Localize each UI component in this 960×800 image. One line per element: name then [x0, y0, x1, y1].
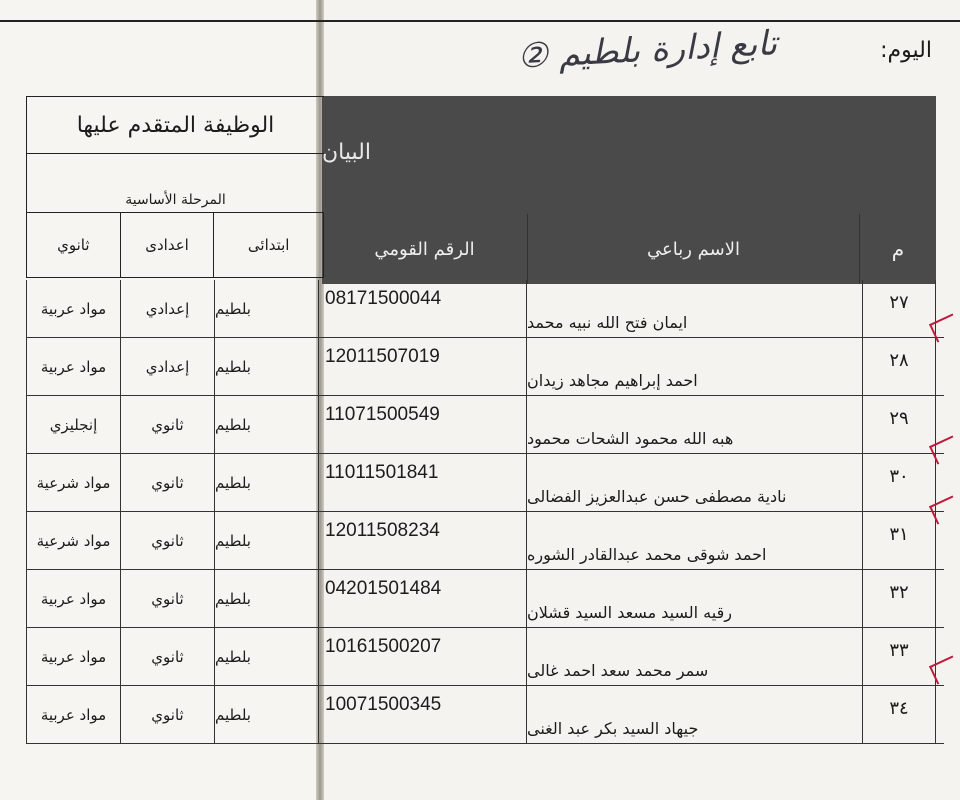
table-row — [26, 396, 944, 454]
subject-cell: مواد عربية — [26, 280, 120, 338]
subject-cell: مواد شرعية — [26, 454, 120, 512]
day-label: اليوم: — [880, 38, 932, 63]
basic-stage-label: المرحلة الأساسية — [26, 154, 324, 212]
column-primary: ابتدائى — [214, 213, 324, 277]
number-cell: ٣٤ — [862, 686, 936, 744]
table-row — [26, 280, 944, 338]
national-id-cell: 04201501484 — [318, 570, 526, 628]
subject-cell: مواد عربية — [26, 338, 120, 396]
stage-cell: ثانوي — [120, 570, 214, 628]
admin-cell: بلطيم — [214, 338, 306, 396]
number-cell: ٣٣ — [862, 628, 936, 686]
table-row — [26, 338, 944, 396]
national-id-cell: 12011508234 — [318, 512, 526, 570]
admin-cell: بلطيم — [214, 454, 306, 512]
subject-cell: مواد عربية — [26, 628, 120, 686]
national-id-cell: 12011507019 — [318, 338, 526, 396]
national-id-cell: 10161500207 — [318, 628, 526, 686]
table-row — [26, 570, 944, 628]
stage-cell: ثانوي — [120, 512, 214, 570]
full-name-header: الاسم رباعي — [528, 214, 860, 284]
admin-cell: بلطيم — [214, 280, 306, 338]
table-row — [26, 628, 944, 686]
national-id-cell: 11011501841 — [318, 454, 526, 512]
applied-position-table — [26, 96, 324, 278]
header-band — [322, 96, 936, 214]
table-row — [26, 454, 944, 512]
band-text: البيان — [322, 140, 371, 165]
number-cell: ٣٢ — [862, 570, 936, 628]
stage-cell: ثانوي — [120, 454, 214, 512]
number-cell: ٢٧ — [862, 280, 936, 338]
stage-cell: ثانوي — [120, 686, 214, 744]
top-rule — [0, 0, 960, 22]
subject-cell: مواد عربية — [26, 686, 120, 744]
name-cell: رقيه السيد مسعد السيد قشلان — [526, 570, 862, 628]
admin-cell: بلطيم — [214, 512, 306, 570]
column-preparatory: اعدادى — [121, 213, 215, 277]
subject-cell: مواد عربية — [26, 570, 120, 628]
admin-cell: بلطيم — [214, 686, 306, 744]
name-cell: ايمان فتح الله نبيه محمد — [526, 280, 862, 338]
number-header: م — [860, 214, 936, 284]
stage-cell: ثانوي — [120, 628, 214, 686]
column-secondary: ثانوي — [27, 213, 121, 277]
stage-cell: إعدادي — [120, 338, 214, 396]
admin-cell: بلطيم — [214, 570, 306, 628]
national-id-cell: 10071500345 — [318, 686, 526, 744]
national-id-cell: 08171500044 — [318, 280, 526, 338]
number-cell: ٢٩ — [862, 396, 936, 454]
table-row — [26, 512, 944, 570]
name-cell: سمر محمد سعد احمد غالى — [526, 628, 862, 686]
stage-columns — [26, 212, 324, 278]
national-id-cell: 11071500549 — [318, 396, 526, 454]
table-row — [26, 686, 944, 744]
subject-cell: مواد شرعية — [26, 512, 120, 570]
handwritten-note: تابع إدارة بلطيم ② — [516, 23, 779, 77]
stage-cell: ثانوي — [120, 396, 214, 454]
number-cell: ٣٠ — [862, 454, 936, 512]
stage-cell: إعدادي — [120, 280, 214, 338]
admin-cell: بلطيم — [214, 628, 306, 686]
name-cell: احمد شوقى محمد عبدالقادر الشوره — [526, 512, 862, 570]
national-id-header: الرقم القومي — [322, 214, 528, 284]
name-cell: احمد إبراهيم مجاهد زيدان — [526, 338, 862, 396]
number-cell: ٢٨ — [862, 338, 936, 396]
admin-cell: بلطيم — [214, 396, 306, 454]
applied-position-title: الوظيفة المتقدم عليها — [26, 96, 324, 154]
name-cell: هبه الله محمود الشحات محمود — [526, 396, 862, 454]
number-cell: ٣١ — [862, 512, 936, 570]
name-cell: جيهاد السيد بكر عبد الغنى — [526, 686, 862, 744]
subject-cell: إنجليزي — [26, 396, 120, 454]
name-cell: نادية مصطفى حسن عبدالعزيز الفضالى — [526, 454, 862, 512]
